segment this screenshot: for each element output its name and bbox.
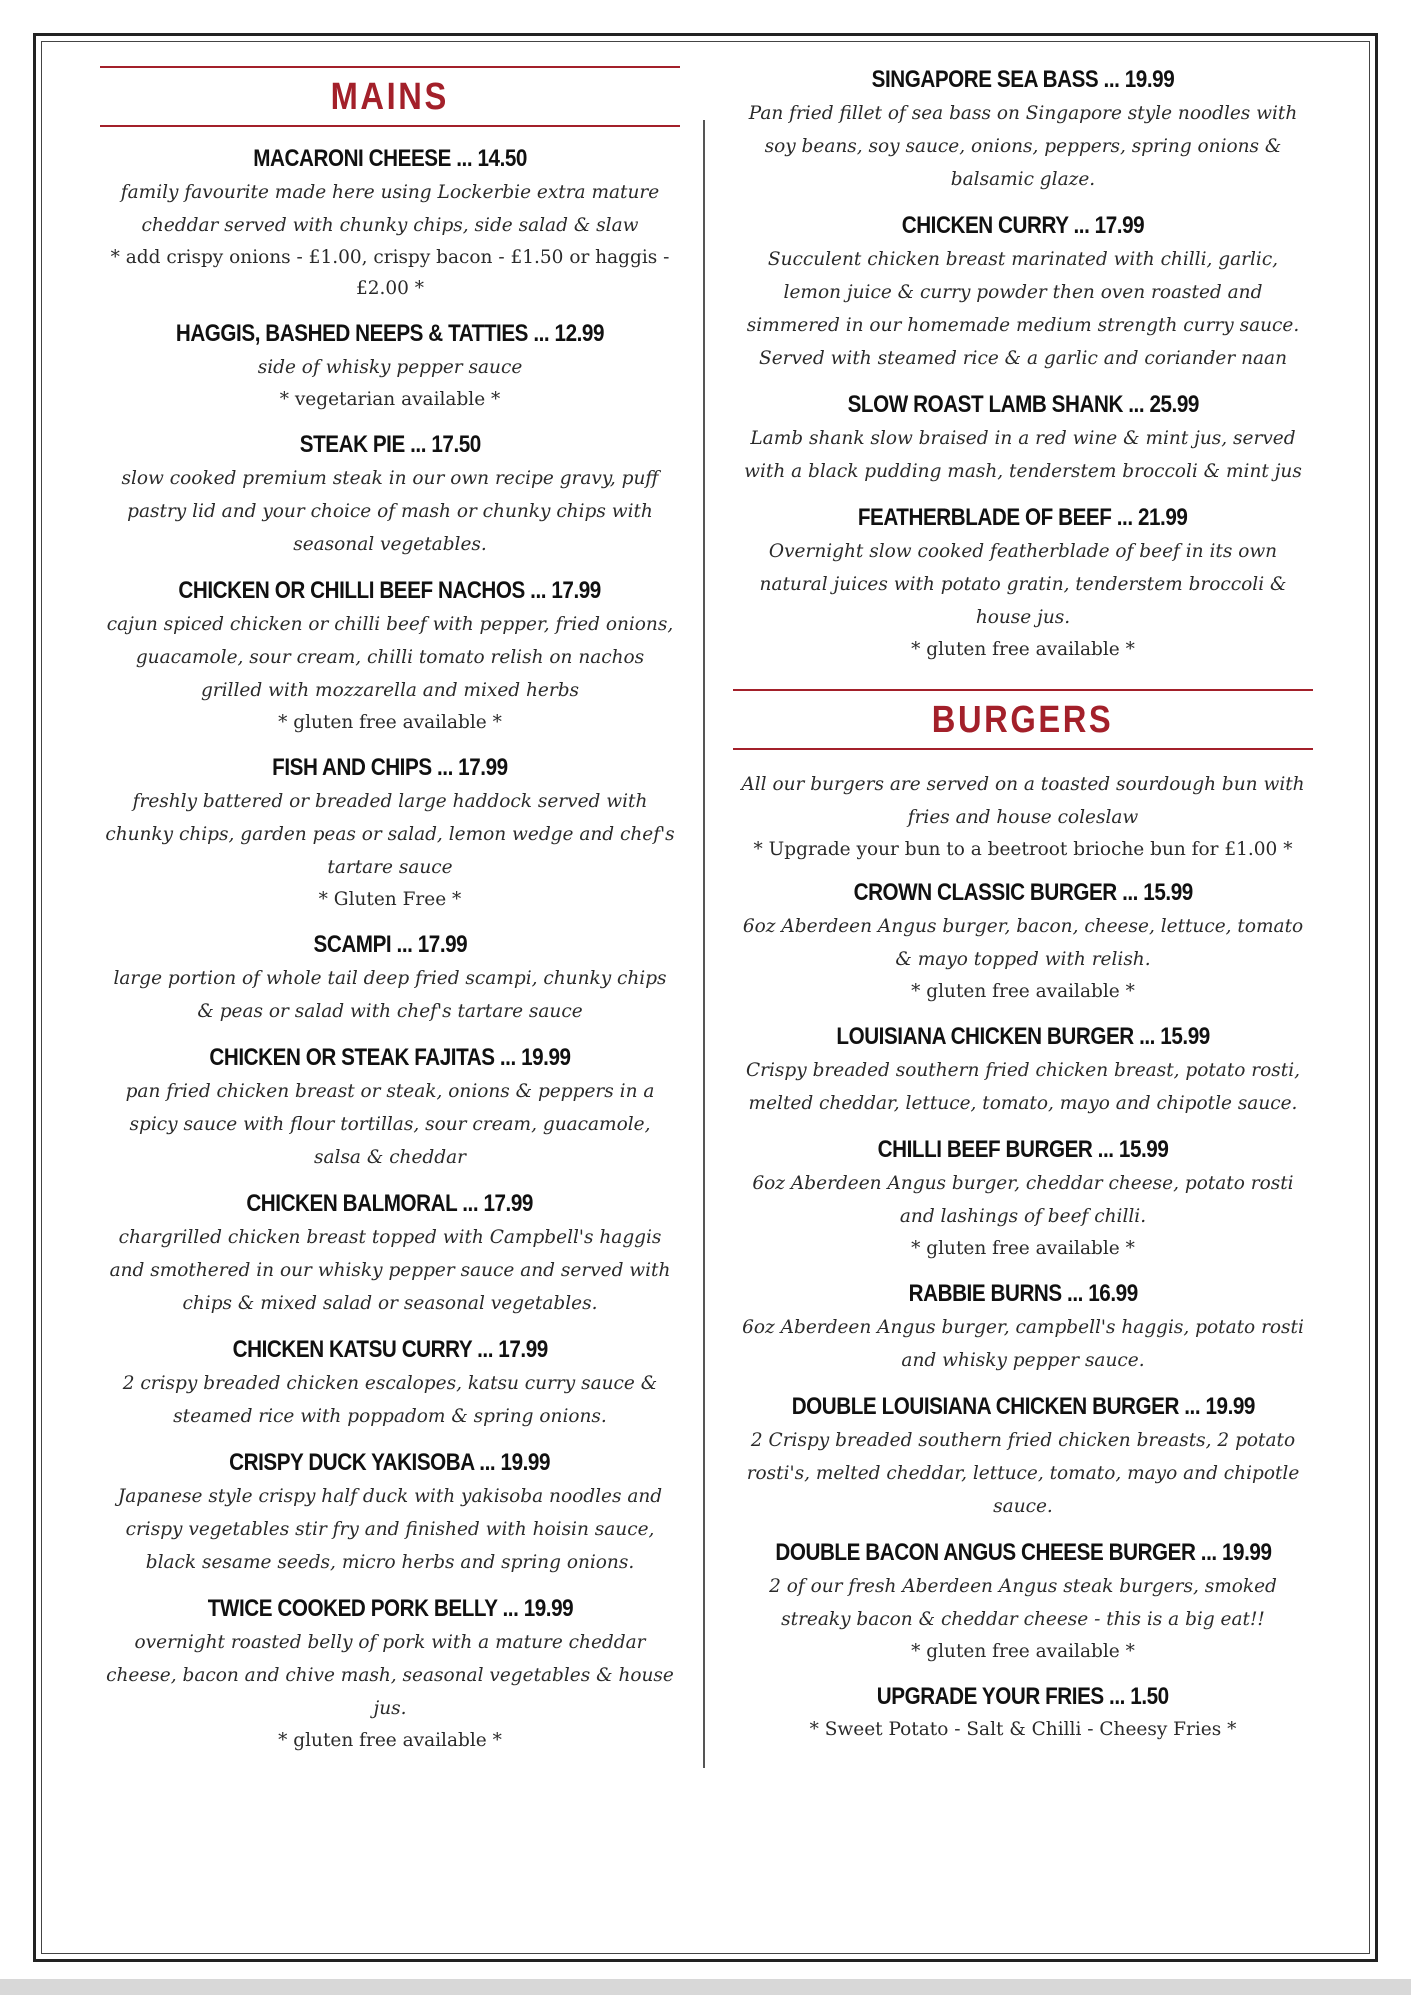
- menu-item-note: * gluten free available *: [278, 1730, 502, 1751]
- menu-item: [733, 1539, 1313, 1667]
- left-column: [100, 66, 680, 1772]
- menu-item-description: large portion of whole tail deep fried scampi, chunky chips & peas or salad with chef's tartare sauce: [113, 968, 667, 1022]
- page-bottom-bar: [0, 1979, 1411, 1995]
- mains-header: [100, 66, 680, 127]
- burgers-header: [733, 689, 1313, 750]
- menu-item-description: Succulent chicken breast marinated with chilli, garlic, lemon juice & curry powder then oven roasted and simmered in our homemade medium strength curry sauce. Served with steamed rice & a garlic and coriander naan: [746, 249, 1300, 369]
- menu-item: [100, 320, 680, 415]
- menu-item-name: CHICKEN OR CHILLI BEEF NACHOS ... 17.99: [178, 577, 602, 604]
- right-column: [733, 66, 1313, 1761]
- menu-item-name: HAGGIS, BASHED NEEPS & TATTIES ... 12.99: [175, 320, 605, 347]
- mains-title: MAINS: [330, 76, 450, 118]
- menu-item-name: CROWN CLASSIC BURGER ... 15.99: [853, 879, 1193, 906]
- menu-item-description: Pan fried fillet of sea bass on Singapore style noodles with soy beans, soy sauce, onions, peppers, spring onions & balsamic glaze.: [748, 103, 1298, 190]
- menu-item-name: CHICKEN CURRY ... 17.99: [901, 212, 1145, 239]
- menu-item-note: * Sweet Potato - Salt & Chilli - Cheesy Fries *: [809, 1719, 1237, 1740]
- menu-item-note: * Gluten Free *: [318, 889, 462, 910]
- menu-item-description: chargrilled chicken breast topped with Campbell's haggis and smothered in our whisky pepper sauce and served with chips & mixed salad or seasonal vegetables.: [109, 1227, 671, 1314]
- menu-item-description: overnight roasted belly of pork with a mature cheddar cheese, bacon and chive mash, seasonal vegetables & house jus.: [106, 1632, 674, 1719]
- menu-item-description: freshly battered or breaded large haddock served with chunky chips, garden peas or salad, lemon wedge and chef's tartare sauce: [105, 791, 675, 878]
- menu-item-name: RABBIE BURNS ... 16.99: [908, 1280, 1138, 1307]
- menu-item-description: 2 Crispy breaded southern fried chicken breasts, 2 potato rosti's, melted cheddar, lettuce, tomato, mayo and chipotle sauce.: [746, 1430, 1300, 1517]
- burgers-list: [733, 879, 1313, 1745]
- menu-item-name: CRISPY DUCK YAKISOBA ... 19.99: [229, 1449, 551, 1476]
- menu-item-description: Crispy breaded southern fried chicken breast, potato rosti, melted cheddar, lettuce, tomato, mayo and chipotle sauce.: [746, 1060, 1300, 1114]
- menu-item: [733, 1136, 1313, 1264]
- menu-item-note: * gluten free available *: [911, 1641, 1135, 1662]
- menu-item-name: MACARONI CHEESE ... 14.50: [253, 145, 527, 172]
- menu-item-name: TWICE COOKED PORK BELLY ... 19.99: [207, 1595, 573, 1622]
- menu-item: [100, 931, 680, 1028]
- menu-item-note: * gluten free available *: [911, 639, 1135, 660]
- menu-item-note: * gluten free available *: [278, 712, 502, 733]
- menu-item-name: FISH AND CHIPS ... 17.99: [272, 754, 508, 781]
- menu-item-name: UPGRADE YOUR FRIES ... 1.50: [877, 1683, 1169, 1710]
- mains-list: [100, 145, 680, 1756]
- menu-item: [100, 754, 680, 915]
- menu-item-name: FEATHERBLADE OF BEEF ... 21.99: [858, 504, 1188, 531]
- menu-item-description: family favourite made here using Lockerbie extra mature cheddar served with chunky chips, side salad & slaw: [120, 182, 660, 236]
- menu-item-description: 6oz Aberdeen Angus burger, bacon, cheese, lettuce, tomato & mayo topped with relish.: [742, 916, 1304, 970]
- menu-item: [733, 391, 1313, 488]
- menu-item-note: * gluten free available *: [911, 1238, 1135, 1259]
- menu-item-name: SINGAPORE SEA BASS ... 19.99: [871, 66, 1175, 93]
- menu-item-description: cajun spiced chicken or chilli beef with pepper, fried onions, guacamole, sour cream, chilli tomato relish on nachos grilled with mozzarella and mixed herbs: [106, 614, 674, 701]
- menu-item: [100, 1044, 680, 1174]
- menu-item-note: * vegetarian available *: [279, 389, 501, 410]
- menu-item-description: 2 crispy breaded chicken escalopes, katsu curry sauce & steamed rice with poppadom & spring onions.: [122, 1373, 658, 1427]
- mains-continued-list: [733, 66, 1313, 665]
- menu-item-description: pan fried chicken breast or steak, onions & peppers in a spicy sauce with flour tortillas, sour cream, guacamole, salsa & cheddar: [125, 1081, 655, 1168]
- menu-item: [733, 1280, 1313, 1377]
- menu-item-name: LOUISIANA CHICKEN BURGER ... 15.99: [836, 1023, 1210, 1050]
- menu-item: [733, 504, 1313, 665]
- column-divider: [703, 120, 705, 1768]
- menu-item: [733, 879, 1313, 1007]
- menu-item: [100, 577, 680, 738]
- menu-item-description: side of whisky pepper sauce: [257, 357, 523, 378]
- menu-item-name: DOUBLE BACON ANGUS CHEESE BURGER ... 19.99: [774, 1539, 1272, 1566]
- menu-item: [100, 431, 680, 561]
- menu-item-description: 6oz Aberdeen Angus burger, cheddar cheese, potato rosti and lashings of beef chilli.: [752, 1173, 1294, 1227]
- menu-item-name: DOUBLE LOUISIANA CHICKEN BURGER ... 19.99: [791, 1393, 1255, 1420]
- menu-item: [733, 66, 1313, 196]
- menu-item-name: CHICKEN OR STEAK FAJITAS ... 19.99: [209, 1044, 571, 1071]
- menu-item-description: Japanese style crispy half duck with yakisoba noodles and crispy vegetables stir fry and finished with hoisin sauce, black sesame seeds, micro herbs and spring onions.: [117, 1486, 663, 1573]
- menu-item-note: * gluten free available *: [911, 981, 1135, 1002]
- menu-item-name: CHICKEN KATSU CURRY ... 17.99: [232, 1336, 548, 1363]
- menu-item: [733, 1393, 1313, 1523]
- menu-item-description: 2 of our fresh Aberdeen Angus steak burgers, smoked streaky bacon & cheddar cheese - this is a big eat!!: [769, 1576, 1277, 1630]
- burgers-title: BURGERS: [932, 699, 1114, 741]
- menu-item-description: slow cooked premium steak in our own recipe gravy, puff pastry lid and your choice of mash or chunky chips with seasonal vegetables.: [121, 468, 659, 555]
- menu-item: [100, 145, 680, 304]
- menu-item: [100, 1336, 680, 1433]
- menu-item-name: STEAK PIE ... 17.50: [299, 431, 481, 458]
- menu-item-description: Overnight slow cooked featherblade of beef in its own natural juices with potato gratin, tenderstem broccoli & house jus.: [759, 541, 1287, 628]
- menu-item: [100, 1595, 680, 1756]
- menu-item: [733, 212, 1313, 375]
- burgers-intro-text: All our burgers are served on a toasted sourdough bun with fries and house coleslaw: [741, 774, 1305, 828]
- menu-item-name: CHICKEN BALMORAL ... 17.99: [246, 1190, 534, 1217]
- menu-item-note: * add crispy onions - £1.00, crispy bacon - £1.50 or haggis - £2.00 *: [110, 247, 670, 299]
- menu-item-name: SLOW ROAST LAMB SHANK ... 25.99: [847, 391, 1199, 418]
- menu-item: [733, 1023, 1313, 1120]
- menu-item: [100, 1190, 680, 1320]
- menu-item: [733, 1683, 1313, 1745]
- burgers-intro: [733, 768, 1313, 865]
- menu-item-description: Lamb shank slow braised in a red wine & mint jus, served with a black pudding mash, tenderstem broccoli & mint jus: [744, 428, 1302, 482]
- menu-item-description: 6oz Aberdeen Angus burger, campbell's haggis, potato rosti and whisky pepper sauce.: [742, 1317, 1304, 1371]
- menu-item-name: SCAMPI ... 17.99: [313, 931, 467, 958]
- menu-item: [100, 1449, 680, 1579]
- burgers-intro-note: * Upgrade your bun to a beetroot brioche bun for £1.00 *: [753, 839, 1293, 860]
- menu-item-name: CHILLI BEEF BURGER ... 15.99: [877, 1136, 1169, 1163]
